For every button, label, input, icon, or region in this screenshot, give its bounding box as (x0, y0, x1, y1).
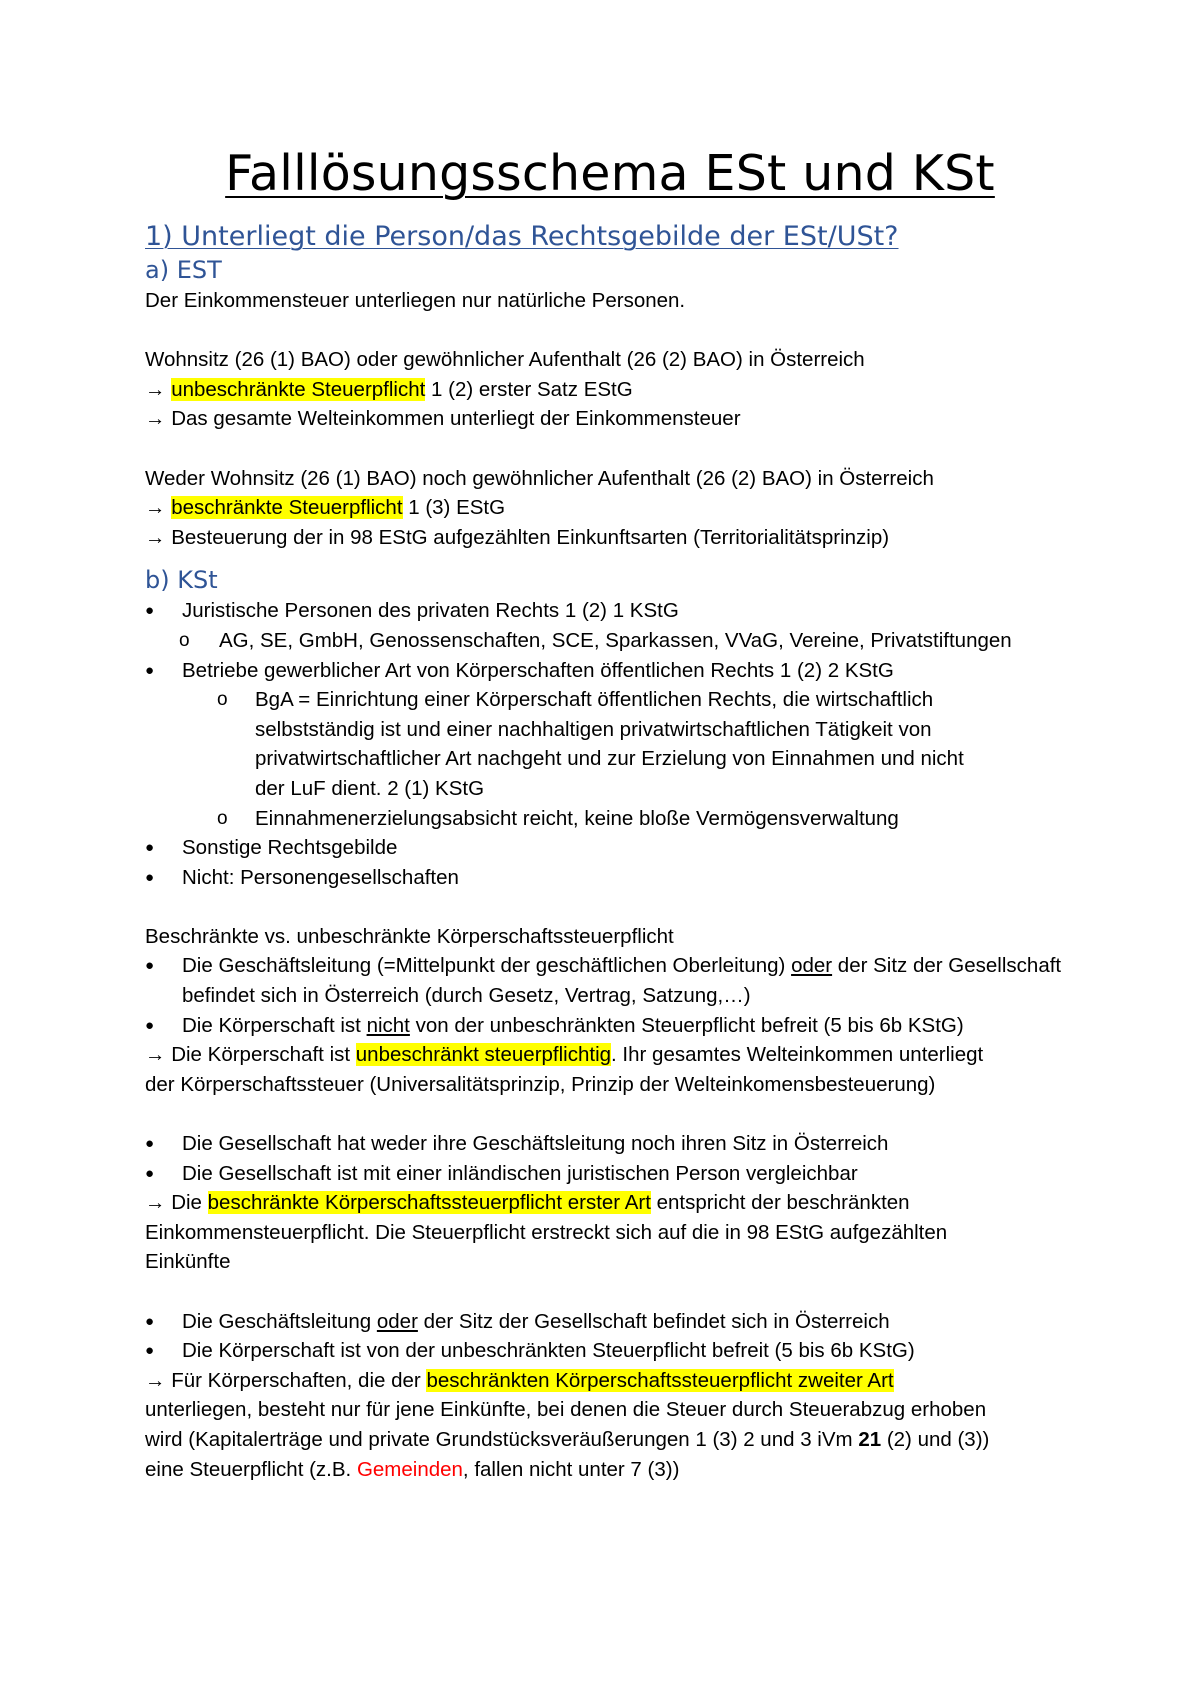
bullet-icon: ● (145, 602, 155, 620)
compare-heading: Beschränkte vs. unbeschränkte Körperschaftssteuerpflicht (145, 924, 674, 948)
bullet-icon: ● (145, 661, 155, 679)
document-title: Falllösungsschema ESt und KSt (225, 145, 995, 202)
bullet-icon: ● (145, 1312, 155, 1330)
arrow-icon: → (145, 377, 172, 401)
est-block1-line2: → unbeschränkte Steuerpflicht 1 (2) erster Satz EStG (145, 377, 633, 401)
bullet-icon: ● (145, 868, 155, 886)
list-item: o Einnahmenerzielungsabsicht reicht, keine bloße Vermögensverwaltung (145, 804, 1075, 834)
est-block2-line2: → beschränkte Steuerpflicht 1 (3) EStG (145, 496, 506, 520)
est-block1-line3: → Das gesamte Welteinkommen unterliegt der Einkommensteuer (145, 407, 741, 431)
sub-bullet-icon: o (179, 629, 190, 651)
group2-result-line1: → Die beschränkte Körperschaftssteuerpflicht erster Art entspricht der beschränkten (145, 1191, 910, 1215)
kst-sublist-1 (145, 626, 1075, 656)
sub-bullet-icon: o (217, 807, 228, 829)
group2-list (145, 1129, 1075, 1188)
bullet-icon: ● (145, 957, 155, 975)
arrow-icon: → (145, 496, 172, 520)
document-page (145, 142, 1075, 1484)
group3-result-line1: → Für Körperschaften, die der beschränkten Körperschaftssteuerpflicht zweiter Art (145, 1368, 894, 1392)
group2-result-line2: Einkommensteuerpflicht. Die Steuerpflicht erstreckt sich auf die in 98 EStG aufgezählten (145, 1220, 948, 1244)
bullet-icon: ● (145, 1135, 155, 1153)
list-item: ● Die Geschäftsleitung oder der Sitz der Gesellschaft befindet sich in Österreich (145, 1307, 1075, 1337)
section-1-heading: 1) Unterliegt die Person/das Rechtsgebilde der ESt/USt? (145, 221, 899, 252)
group3-list (145, 1307, 1075, 1366)
bullet-icon: ● (145, 1164, 155, 1182)
est-block2-line3: → Besteuerung der in 98 EStG aufgezählten Einkunftsarten (Territorialitätsprinzip) (145, 525, 890, 549)
list-item: ● Betriebe gewerblicher Art von Körperschaften öffentlichen Rechts 1 (2) 2 KStG (145, 656, 1075, 686)
group2-result-line3: Einkünfte (145, 1250, 231, 1274)
section-a-heading: a) EST (145, 256, 222, 284)
list-item: ● Die Körperschaft ist nicht von der unbeschränkten Steuerpflicht befreit (5 bis 6b KStG) (145, 1011, 1075, 1041)
bullet-icon: ● (145, 839, 155, 857)
est-block2-line1: Weder Wohnsitz (26 (1) BAO) noch gewöhnlicher Aufenthalt (26 (2) BAO) in Österreich (145, 466, 934, 490)
group3-result-line2: unterliegen, besteht nur für jene Einkünfte, bei denen die Steuer durch Steuerabzug erhoben (145, 1398, 987, 1422)
list-item: ● Die Geschäftsleitung (=Mittelpunkt der geschäftlichen Oberleitung) oder der Sitz der Gesellschaft befindet sich in Österreich (durch Gesetz, Vertrag, Satzung,…) (145, 951, 1075, 1010)
group1-list (145, 951, 1075, 1040)
kst-sublist-2 (145, 685, 1075, 833)
list-item: ● Die Gesellschaft hat weder ihre Geschäftsleitung noch ihren Sitz in Österreich (145, 1129, 1075, 1159)
list-item: ● Nicht: Personengesellschaften (145, 863, 1075, 893)
est-block1-line1: Wohnsitz (26 (1) BAO) oder gewöhnlicher Aufenthalt (26 (2) BAO) in Österreich (145, 348, 865, 372)
kst-list (145, 596, 1075, 626)
list-item: o AG, SE, GmbH, Genossenschaften, SCE, Sparkassen, VVaG, Vereine, Privatstiftungen (145, 626, 1075, 656)
highlight-beschraenkt: beschränkte Steuerpflicht (171, 496, 403, 520)
bullet-icon: ● (145, 1016, 155, 1034)
group1-result-line1: → Die Körperschaft ist unbeschränkt steuerpflichtig. Ihr gesamtes Welteinkommen unterliegt (145, 1043, 984, 1067)
list-item: o BgA = Einrichtung einer Körperschaft öffentlichen Rechts, die wirtschaftlich selbstständig ist und einer nachhaltigen privatwirtschaftlichen Tätigkeit von privatwirtschaftlicher Art nachgeht und zur Erzielung von Einnahmen und nicht der LuF dient. 2 (1) KStG (145, 685, 1075, 803)
group3-result-line3: wird (Kapitalerträge und private Grundstücksveräußerungen 1 (3) 2 und 3 iVm 21 (2) und (3)) (145, 1427, 990, 1451)
group3-result-line4: eine Steuerpflicht (z.B. Gemeinden, fallen nicht unter 7 (3)) (145, 1457, 680, 1481)
list-item: ● Die Körperschaft ist von der unbeschränkten Steuerpflicht befreit (5 bis 6b KStG) (145, 1336, 1075, 1366)
sub-bullet-icon: o (217, 689, 228, 711)
list-item: ● Sonstige Rechtsgebilde (145, 833, 1075, 863)
group1-result-line2: der Körperschaftssteuer (Universalitätsprinzip, Prinzip der Welteinkomensbesteuerung) (145, 1072, 936, 1096)
list-item: ● Juristische Personen des privaten Rechts 1 (2) 1 KStG (145, 596, 1075, 626)
est-intro: Der Einkommensteuer unterliegen nur natürliche Personen. (145, 289, 686, 312)
highlight-unbeschraenkt: unbeschränkte Steuerpflicht (171, 377, 426, 401)
list-item: ● Die Gesellschaft ist mit einer inländischen juristischen Person vergleichbar (145, 1159, 1075, 1189)
section-b-heading: b) KSt (145, 566, 218, 595)
bullet-icon: ● (145, 1342, 155, 1360)
